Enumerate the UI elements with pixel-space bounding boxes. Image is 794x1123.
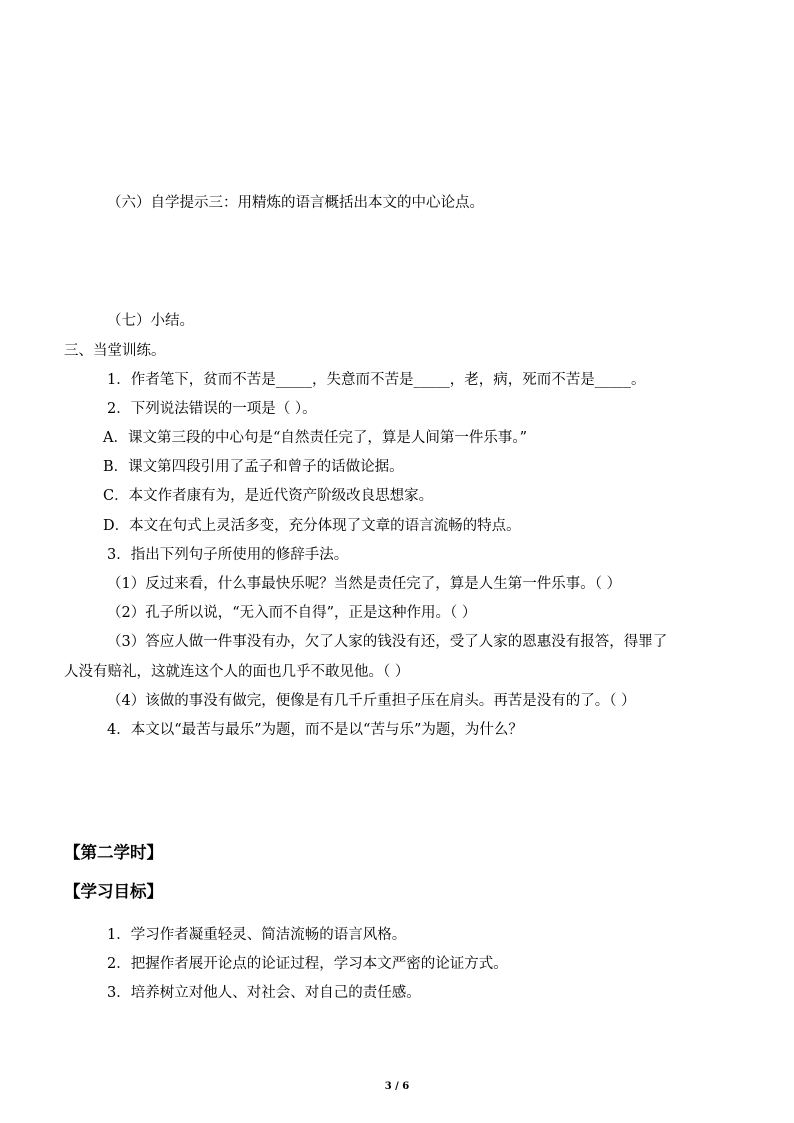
second-period-title: 【第二学时】 (64, 843, 163, 862)
q2-option-b: B．课文第四段引用了孟子和曾子的话做论据。 (103, 459, 404, 475)
objective-1: 1．学习作者凝重轻灵、简洁流畅的语言风格。 (107, 927, 407, 943)
exercise-q2: 2．下列说法错误的一项是（ ）。 (107, 401, 317, 417)
q3-item-2: （2）孔子所以说，“无入而不自得”，正是这种作用。（ ） (107, 605, 477, 621)
objective-3: 3．培养树立对他人、对社会、对自己的责任感。 (107, 985, 421, 1001)
exercise-q1: 1．作者笔下，贫而不苦是_____，失意而不苦是_____，老，病，死而不苦是_____。 (107, 372, 646, 388)
exercise-q3: 3．指出下列句子所使用的修辞手法。 (107, 547, 349, 563)
section-three-heading: 三、当堂训练。 (64, 343, 166, 359)
prompt-seven: （七）小结。 (107, 313, 194, 329)
exercise-q4: 4．本文以“最苦与最乐”为题，而不是以“苦与乐”为题，为什么？ (107, 722, 523, 738)
objective-2: 2．把握作者展开论点的论证过程，学习本文严密的论证方式。 (107, 956, 508, 972)
objectives-title: 【学习目标】 (64, 882, 163, 901)
q3-item-4: （4）该做的事没有做完，便像是有几千斤重担子压在肩头。再苦是没有的了。（ ） (107, 693, 636, 709)
q3-item-3: （3）答应人做一件事没有办，欠了人家的钱没有还，受了人家的恩惠没有报答，得罪了 (107, 634, 668, 650)
q2-option-c: C．本文作者康有为，是近代资产阶级改良思想家。 (103, 488, 434, 504)
q3-item-3-continued: 人没有赔礼，这就连这个人的面也几乎不敢见他。（ ） (64, 664, 410, 680)
q3-item-1: （1）反过来看，什么事最快乐呢？当然是责任完了，算是人生第一件乐事。（ ） (107, 576, 622, 592)
prompt-six: （六）自学提示三：用精炼的语言概括出本文的中心论点。 (107, 195, 484, 211)
q2-option-a: A．课文第三段的中心句是“自然责任完了，算是人间第一件乐事。” (103, 430, 528, 446)
q2-option-d: D．本文在句式上灵活多变，充分体现了文章的语言流畅的特点。 (103, 518, 521, 534)
page-number: 3 / 6 (384, 1081, 410, 1092)
